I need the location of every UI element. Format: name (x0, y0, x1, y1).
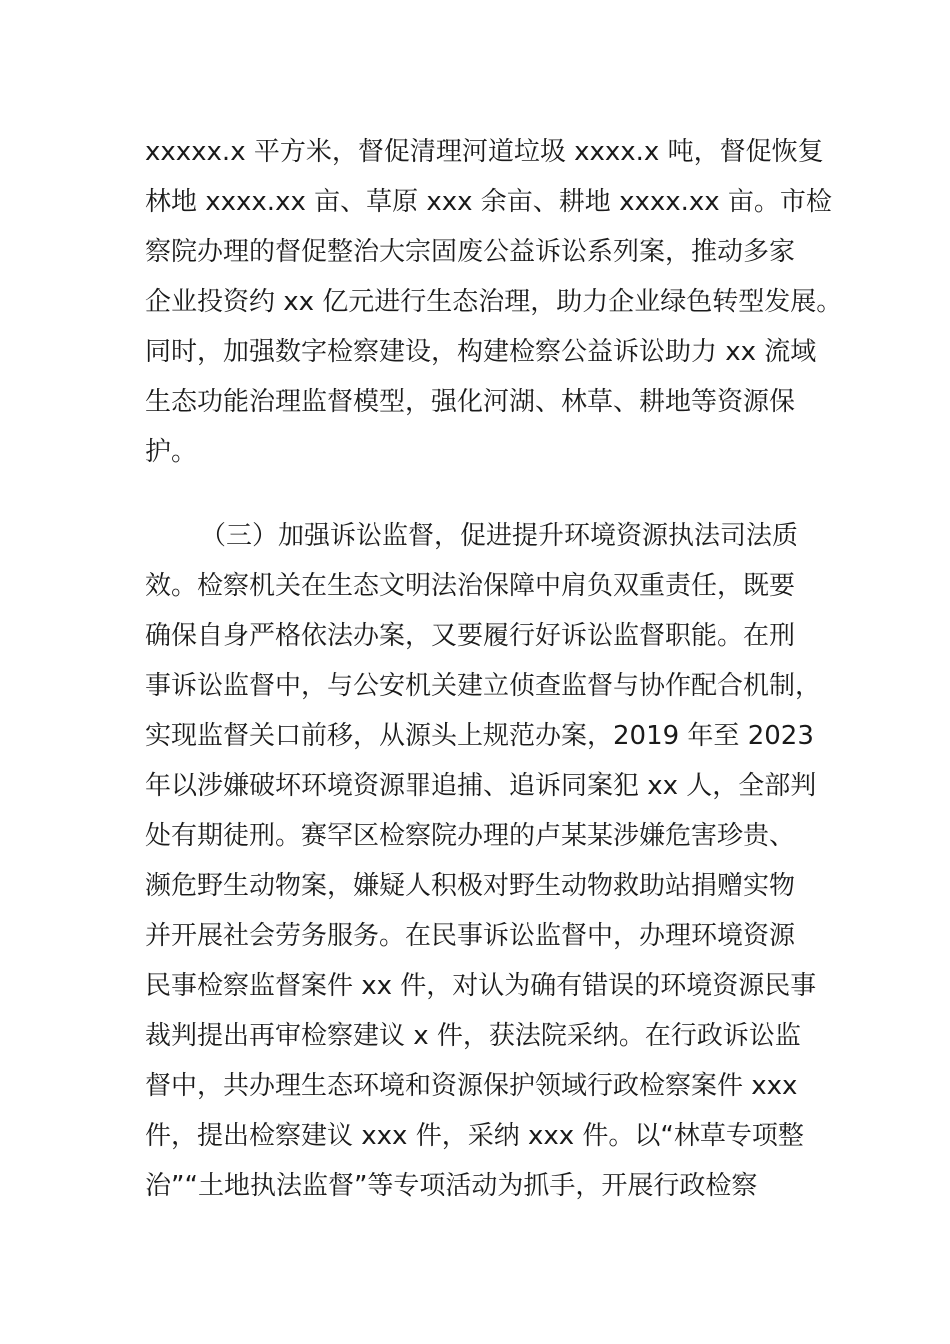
text-line: 督中，共办理生态环境和资源保护领域行政检察案件 xxx (145, 1071, 798, 1101)
text-line: 同时，加强数字检察建设，构建检察公益诉讼助力 xx 流域 (145, 337, 817, 367)
text-line: 生态功能治理监督模型，强化河湖、林草、耕地等资源保 (145, 387, 796, 417)
text-line: 确保自身严格依法办案，又要履行好诉讼监督职能。在刑 (145, 621, 796, 651)
text-line: xxxxx.x 平方米，督促清理河道垃圾 xxxx.x 吨，督促恢复 (145, 137, 824, 167)
text-line: 件，提出检察建议 xxx 件，采纳 xxx 件。以“林草专项整 (145, 1121, 804, 1151)
text-line: 处有期徒刑。赛罕区检察院办理的卢某某涉嫌危害珍贵、 (145, 821, 796, 851)
text-line: 实现监督关口前移，从源头上规范办案，2019 年至 2023 (145, 721, 814, 751)
text-line: 年以涉嫌破坏环境资源罪追捕、追诉同案犯 xx 人，全部判 (145, 771, 817, 801)
text-line: 濒危野生动物案，嫌疑人积极对野生动物救助站捐赠实物 (145, 871, 796, 901)
text-line: 并开展社会劳务服务。在民事诉讼监督中，办理环境资源 (145, 921, 796, 951)
paragraph-continued (145, 127, 843, 477)
text-line: 治”“土地执法监督”等专项活动为抓手，开展行政检察 (145, 1171, 758, 1201)
text-line: 察院办理的督促整治大宗固废公益诉讼系列案，推动多家 (145, 237, 796, 267)
text-line: 林地 xxxx.xx 亩、草原 xxx 余亩、耕地 xxxx.xx 亩。市检 (145, 187, 832, 217)
text-line: 裁判提出再审检察建议 x 件，获法院采纳。在行政诉讼监 (145, 1021, 801, 1051)
text-line: 效。检察机关在生态文明法治保障中肩负双重责任，既要 (145, 571, 796, 601)
section-heading-line: （三）加强诉讼监督，促进提升环境资源执法司法质 (200, 521, 799, 551)
text-line: 企业投资约 xx 亿元进行生态治理，助力企业绿色转型发展。 (145, 287, 843, 317)
text-line: 护。 (145, 437, 198, 467)
text-line: 事诉讼监督中，与公安机关建立侦查监督与协作配合机制， (145, 671, 822, 701)
paragraph-section-three (145, 511, 825, 1211)
text-line: 民事检察监督案件 xx 件，对认为确有错误的环境资源民事 (145, 971, 817, 1001)
